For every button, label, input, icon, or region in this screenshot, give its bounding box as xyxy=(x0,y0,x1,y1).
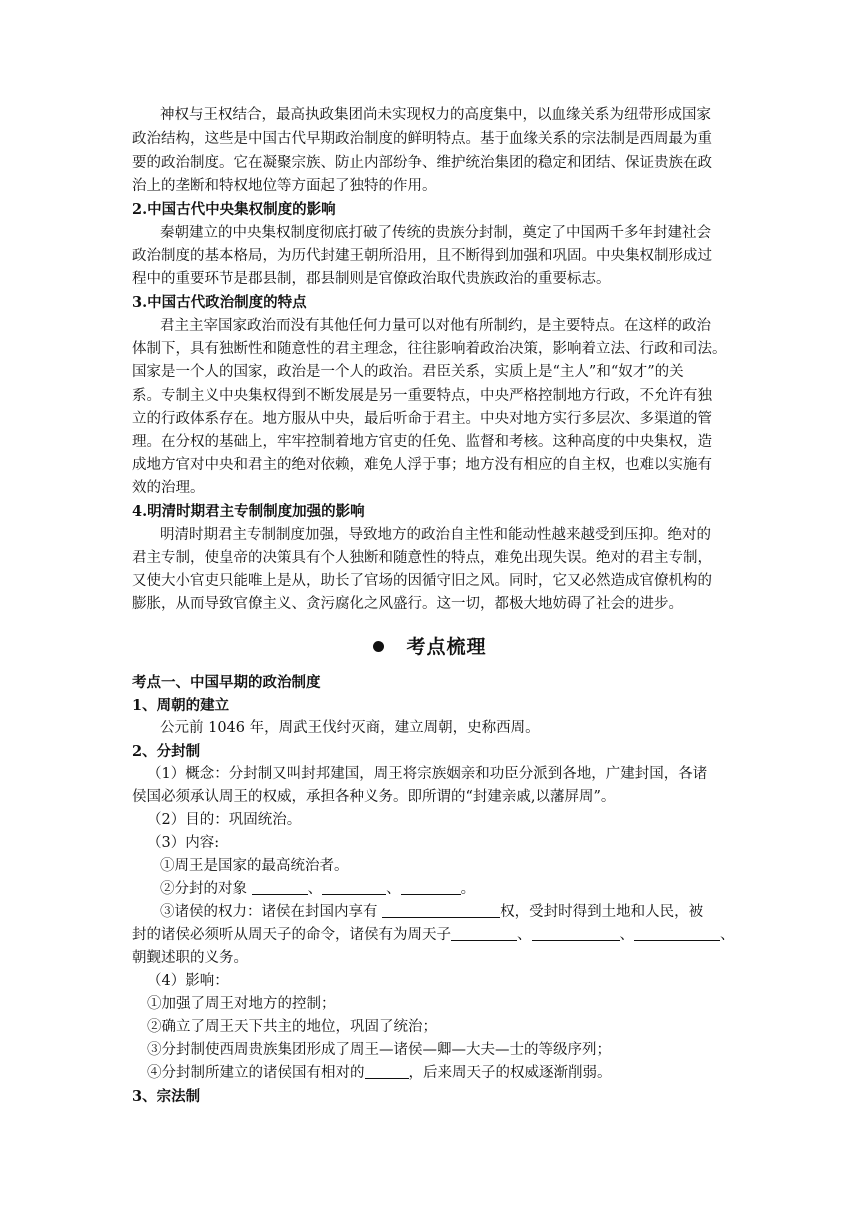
paragraph-line: 膨胀，从而导致官僚主义、贪污腐化之风盛行。这一切，都极大地妨碍了社会的进步。 xyxy=(132,596,683,612)
separator: 、 xyxy=(619,927,634,943)
paragraph-line: 君主主宰国家政治而没有其他任何力量可以对他有所制约，是主要特点。在这样的政治 xyxy=(160,318,711,334)
answer-blank[interactable] xyxy=(382,903,500,918)
separator: 、 xyxy=(720,927,735,943)
influence-item: ③分封制使西周贵族集团形成了周王—诸侯—卿—大夫—士的等级序列； xyxy=(147,1042,611,1058)
section-title xyxy=(0,632,860,659)
purpose-line: （2）目的：巩固统治。 xyxy=(147,812,302,828)
subheading-fenfengzhi: 2、分封制 xyxy=(132,743,201,760)
paragraph-line: 治上的垄断和特权地位等方面起了独特的作用。 xyxy=(132,178,437,194)
answer-blank[interactable] xyxy=(401,880,461,895)
content-item-fill-in xyxy=(160,901,760,924)
heading-4: 4.明清时期君主专制制度加强的影响 xyxy=(132,503,365,520)
answer-blank[interactable] xyxy=(365,1064,409,1079)
answer-blank[interactable] xyxy=(252,880,308,895)
paragraph-line: 体制下，具有独断性和随意性的君主理念，往往影响着政治决策，影响着立法、行政和司法。 xyxy=(132,341,727,357)
concept-line: （1）概念：分封制又叫封邦建国，周王将宗族姻亲和功臣分派到各地，广建封国，各诸 xyxy=(147,766,708,782)
paragraph-line: 立的行政体系存在。地方服从中央，最后听命于君主。中央对地方实行多层次、多渠道的管 xyxy=(132,411,712,427)
fill-in-prefix: ②分封的对象 xyxy=(160,881,247,897)
paragraph-line: 明清时期君主专制制度加强，导致地方的政治自主性和能动性越来越受到压抑。绝对的 xyxy=(160,527,711,543)
influence-item: ②确立了周王天下共主的地位，巩固了统治； xyxy=(147,1019,437,1035)
separator: 、 xyxy=(307,881,323,897)
paragraph-line: 神权与王权结合，最高执政集团尚未实现权力的高度集中，以血缘关系为纽带形成国家 xyxy=(160,107,711,123)
concept-line: 侯国必须承认周王的权威，承担各种义务。即所谓的“封建亲戚,以藩屏周”。 xyxy=(132,789,616,805)
paragraph-line: 君主专制，使皇帝的决策具有个人独断和随意性的特点，难免出现失误。绝对的君主专制， xyxy=(132,550,712,566)
answer-blank[interactable] xyxy=(634,926,720,941)
answer-blank[interactable] xyxy=(532,926,620,941)
content-item-fill-in xyxy=(132,924,735,947)
paragraph-line: 政治结构，这些是中国古代早期政治制度的鲜明特点。基于血缘关系的宗法制是西周最为重 xyxy=(132,131,712,147)
influence-heading: （4）影响： xyxy=(147,973,229,989)
paragraph-line: 效的治理。 xyxy=(132,480,205,496)
paragraph-line: 又使大小官吏只能唯上是从，助长了官场的因循守旧之风。同时，它又必然造成官僚机构的 xyxy=(132,573,712,589)
paragraph-line: 要的政治制度。它在凝聚宗族、防止内部纷争、维护统治集团的稳定和团结、保证贵族在政 xyxy=(132,155,712,171)
heading-3: 3.中国古代政治制度的特点 xyxy=(132,294,307,311)
separator: 、 xyxy=(517,927,532,943)
zhouchao-text: 公元前 1046 年，周武王伐纣灭商，建立周朝，史称西周。 xyxy=(160,720,540,736)
paragraph-line: 国家是一个人的国家，政治是一个人的政治。君臣关系，实质上是“主人”和“奴才”的关 xyxy=(132,364,684,380)
period: 。 xyxy=(460,881,476,897)
paragraph-line: 程中的重要环节是郡县制，郡县制则是官僚政治取代贵族政治的重要标志。 xyxy=(132,271,611,287)
content-item-fill-in xyxy=(160,878,760,901)
paragraph-line: 理。在分权的基础上，牢牢控制着地方官吏的任免、监督和考核。这种高度的中央集权，造 xyxy=(132,434,712,450)
content-item: 朝觐述职的义务。 xyxy=(132,950,248,966)
answer-blank[interactable] xyxy=(451,926,517,941)
fill-in-prefix: 封的诸侯必须听从周天子的命令，诸侯有为周天子 xyxy=(132,927,451,943)
bullet-icon xyxy=(373,641,384,652)
heading-2: 2.中国古代中央集权制度的影响 xyxy=(132,201,336,218)
paragraph-line: 系。专制主义中央集权得到不断发展是另一重要特点，中央严格控制地方行政，不允许有独 xyxy=(132,388,712,404)
fill-in-suffix: ，后来周天子的权威逐渐削弱。 xyxy=(408,1065,612,1081)
content-heading: （3）内容: xyxy=(147,835,220,851)
paragraph-line: 秦朝建立的中央集权制度彻底打破了传统的贵族分封制，奠定了中国两千多年封建社会 xyxy=(160,225,711,241)
subheading-zongfazhi: 3、宗法制 xyxy=(132,1088,201,1105)
fill-in-prefix: ③诸侯的权力：诸侯在封国内享有 xyxy=(160,904,378,920)
fill-in-prefix: ④分封制所建立的诸侯国有相对的 xyxy=(147,1065,365,1081)
content-item: ①周王是国家的最高统治者。 xyxy=(160,858,349,874)
paragraph-line: 成地方官对中央和君主的绝对依赖，难免人浮于事；地方没有相应的自主权，也难以实施有 xyxy=(132,457,712,473)
subheading-zhouchao: 1、周朝的建立 xyxy=(132,697,230,714)
paragraph-line: 政治制度的基本格局，为历代封建王朝所沿用，且不断得到加强和巩固。中央集权制形成过 xyxy=(132,248,712,264)
fill-in-mid: 权，受封时得到土地和人民，被 xyxy=(500,904,704,920)
section-title-text: 考点梳理 xyxy=(406,636,487,658)
separator: 、 xyxy=(386,881,401,897)
answer-blank[interactable] xyxy=(322,880,386,895)
kaodian-heading: 考点一、中国早期的政治制度 xyxy=(132,674,321,691)
influence-item: ①加强了周王对地方的控制； xyxy=(147,996,336,1012)
influence-item-fill-in xyxy=(147,1062,747,1085)
